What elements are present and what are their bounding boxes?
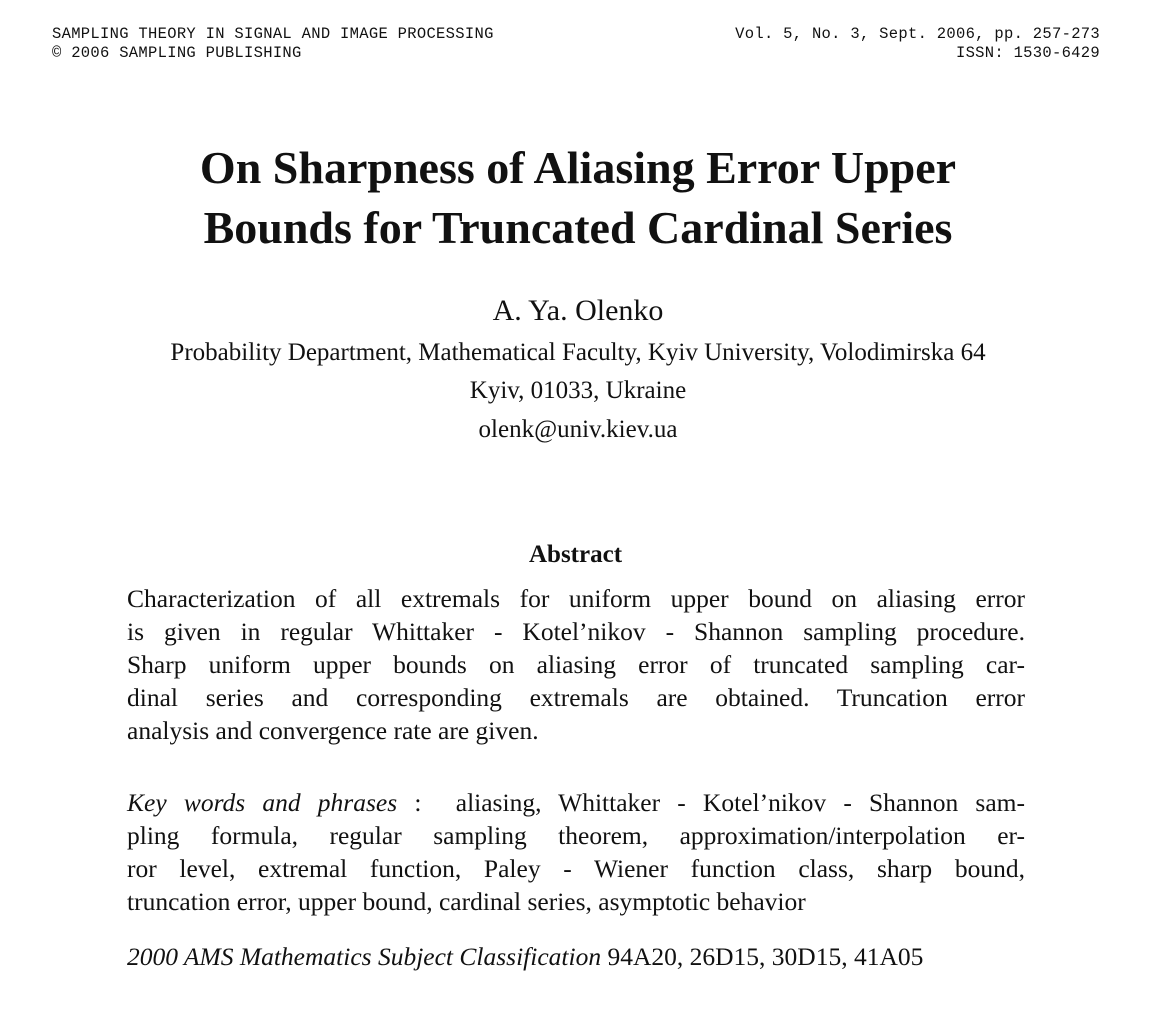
issn: ISSN: 1530-6429 [955,44,1100,62]
msc-codes: 94A20, 26D15, 30D15, 41A05 [607,942,924,971]
abstract-line: dinal series and corresponding extremals are obtained. Truncation error [127,683,1025,712]
abstract-heading: Abstract [528,541,623,568]
copyright: © 2006 SAMPLING PUBLISHING [52,44,302,62]
email: olenk@univ.kiev.ua [478,416,678,443]
author: A. Ya. Olenko [492,294,664,327]
journal-header-right [735,25,1100,63]
keywords-line: pling formula, regular sampling theorem, approximation/interpolation er- [127,821,1025,850]
keywords-label: Key words and phrases [127,788,398,817]
journal-name: SAMPLING THEORY IN SIGNAL AND IMAGE PROCESSING [52,25,494,43]
keywords-separator: : [397,788,456,817]
keywords-line: ror level, extremal function, Paley - Wiener function class, sharp bound, [127,854,1025,883]
abstract-line: Sharp uniform upper bounds on aliasing error of truncated sampling car- [127,650,1025,679]
msc-label: 2000 AMS Mathematics Subject Classification [127,942,602,971]
keywords [127,786,1025,918]
title-line: On Sharpness of Aliasing Error Upper [199,142,957,193]
msc-classification [127,942,923,972]
affiliation: Probability Department, Mathematical Faculty, Kyiv University, Volodimirska 64 [170,339,986,366]
paper-title [0,138,1156,258]
keywords-first-line [127,786,1025,819]
abstract-line: Characterization of all extremals for uniform upper bound on aliasing error [127,584,1025,613]
abstract-body [127,582,1025,747]
journal-header-left [52,25,494,63]
keywords-line: truncation error, upper bound, cardinal series, asymptotic behavior [127,887,806,916]
title-line: Bounds for Truncated Cardinal Series [203,202,953,253]
keywords-text: aliasing, Whittaker - Kotel’nikov - Shannon sam- [455,788,1025,817]
address: Kyiv, 01033, Ukraine [469,377,687,404]
volume-info: Vol. 5, No. 3, Sept. 2006, pp. 257-273 [735,25,1100,43]
abstract-line: is given in regular Whittaker - Kotel’nikov - Shannon sampling procedure. [127,617,1025,646]
abstract-line: analysis and convergence rate are given. [127,716,539,745]
